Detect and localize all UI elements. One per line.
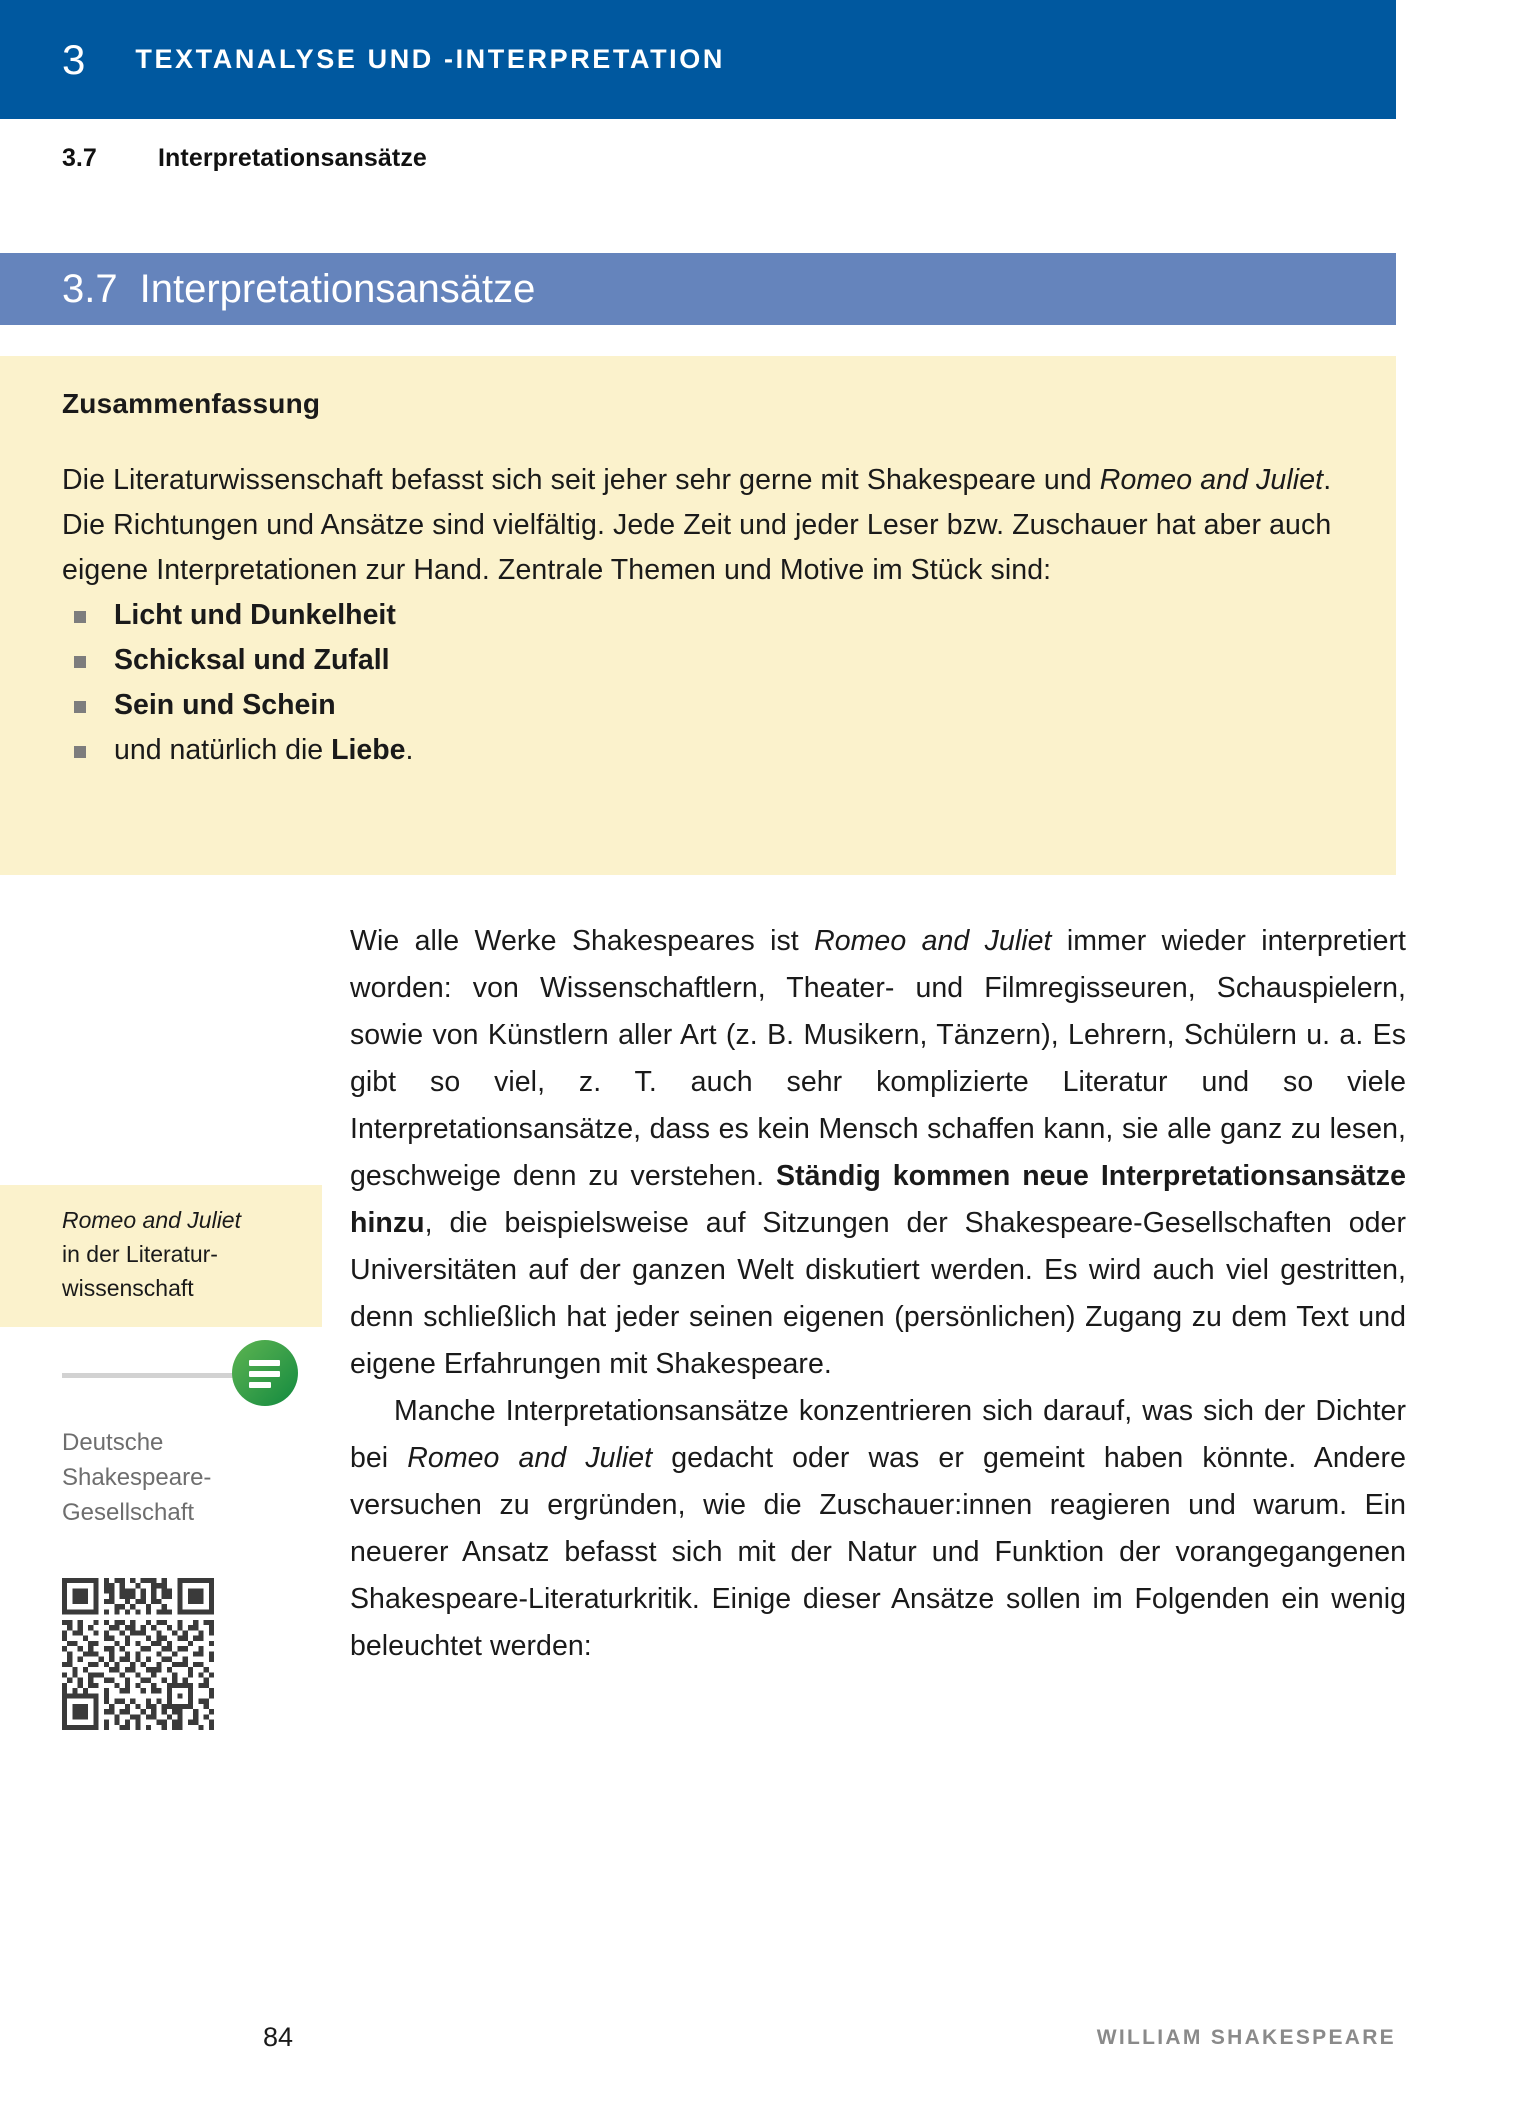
summary-text-part2: . Die Richtungen und Ansätze sind vielfältig. Jede Zeit und jeder Leser bzw. Zuschauer hat aber auch eigene Interpretationen zur Hand. Zentrale Themen und Motive im Stück sind:: [62, 464, 1332, 586]
margin-note-line-2: in der Literatur-: [62, 1241, 218, 1267]
breadcrumb-label: Interpretationsansätze: [158, 144, 427, 172]
section-title: Interpretationsansätze: [139, 266, 536, 311]
badge-caption: [62, 1425, 312, 1530]
icon-line-2: [249, 1371, 280, 1377]
badge-caption-line-3: Gesellschaft: [62, 1499, 195, 1526]
list-item: [62, 683, 1334, 728]
list-item: [62, 593, 1334, 638]
body-paragraph-1: [350, 918, 1406, 1388]
list-item-bold: Schicksal und Zufall: [114, 644, 390, 676]
body-p1-part-a: Wie alle Werke Shakespeares ist: [350, 925, 815, 957]
summary-work-title: Romeo and Juliet: [1099, 464, 1324, 496]
section-number: 3.7: [62, 266, 118, 311]
divider-rule: [62, 1373, 237, 1378]
list-item: [62, 728, 1334, 773]
footer-brand: WILLIAM SHAKESPEARE: [1096, 2026, 1396, 2049]
chapter-number: 3: [62, 35, 86, 83]
body-p2-part-b: gedacht oder was er gemeint haben könnte. Andere versuchen zu ergründen, wie die Zuschauer:innen reagieren und warum. Ein neuerer Ansatz befasst sich mit der Natur und Funktion der vorangegangenen Shakespeare-Literaturkritik. Einige dieser Ansätze sollen im Folgenden ein wenig beleuchtet werden:: [350, 1442, 1407, 1662]
page-number: 84: [263, 2022, 294, 2052]
margin-note-line-1: Romeo and Juliet: [62, 1207, 241, 1233]
qr-code-icon: [62, 1578, 214, 1730]
margin-note-line-3: wissenschaft: [62, 1275, 194, 1301]
chapter-header-bar: [0, 0, 1396, 119]
list-item-bold: Sein und Schein: [114, 689, 336, 721]
summary-heading: Zusammenfassung: [62, 388, 321, 419]
chapter-title: TEXTANALYSE UND -INTERPRETATION: [135, 44, 725, 74]
badge-row: [0, 1340, 322, 1412]
list-item: [62, 638, 1334, 683]
body-p2-work-title: Romeo and Juliet: [407, 1442, 653, 1474]
square-bullet-icon: [74, 701, 86, 713]
body-p1-part-b: immer wieder interpretiert worden: von Wissenschaftlern, Theater- und Filmregisseuren, Schauspielern, sowie von Künstlern aller Art (z. B. Musikern, Tänzern), Lehrern, Schülern u. a. Es gibt so viel, z. T. auch sehr komplizierte Literatur und so viele Interpretationsansätze, dass es kein Mensch schaffen kann, sie alle ganz zu lesen, geschweige denn zu verstehen.: [350, 925, 1407, 1192]
body-p1-work-title: Romeo and Juliet: [814, 925, 1052, 957]
list-item-bold: Liebe: [331, 734, 406, 766]
body-p1-bold: Ständig kommen neue Interpretationsansätze hinzu: [350, 1160, 1406, 1239]
breadcrumb: [62, 144, 427, 173]
icon-line-1: [249, 1360, 280, 1366]
summary-text-part1: Die Literaturwissenschaft befasst sich seit jeher sehr gerne mit Shakespeare und: [62, 464, 1100, 496]
square-bullet-icon: [74, 746, 86, 758]
section-heading-band: [0, 253, 1396, 325]
breadcrumb-number: 3.7: [62, 144, 97, 172]
summary-paragraph: [62, 458, 1334, 593]
margin-note: [0, 1185, 322, 1327]
body-paragraph-2: [350, 1388, 1406, 1670]
body-p1-part-c: , die beispielsweise auf Sitzungen der Shakespeare-Gesellschaften oder Universitäten auf der ganzen Welt diskutiert werden. Es wird auch viel gestritten, denn schließlich hat jeder seinen eigenen (persönlichen) Zugang zu dem Text und eigene Erfahrungen mit Shakespeare.: [350, 1207, 1406, 1380]
body-text-column: [350, 918, 1406, 1670]
list-item-plain-after: .: [405, 734, 414, 766]
square-bullet-icon: [74, 611, 86, 623]
badge-caption-line-1: Deutsche: [62, 1429, 164, 1456]
list-item-plain-before: und natürlich die: [114, 734, 332, 766]
icon-line-3: [249, 1382, 271, 1388]
list-item-bold: Licht und Dunkelheit: [114, 599, 396, 631]
square-bullet-icon: [74, 656, 86, 668]
list-lines-icon: [232, 1340, 298, 1406]
body-p2-part-a: Manche Interpretationsansätze konzentrieren sich darauf, was sich der Dichter bei: [350, 1395, 1406, 1474]
summary-box: [0, 356, 1396, 875]
badge-caption-line-2: Shakespeare-: [62, 1464, 212, 1491]
summary-theme-list: [62, 593, 1334, 773]
